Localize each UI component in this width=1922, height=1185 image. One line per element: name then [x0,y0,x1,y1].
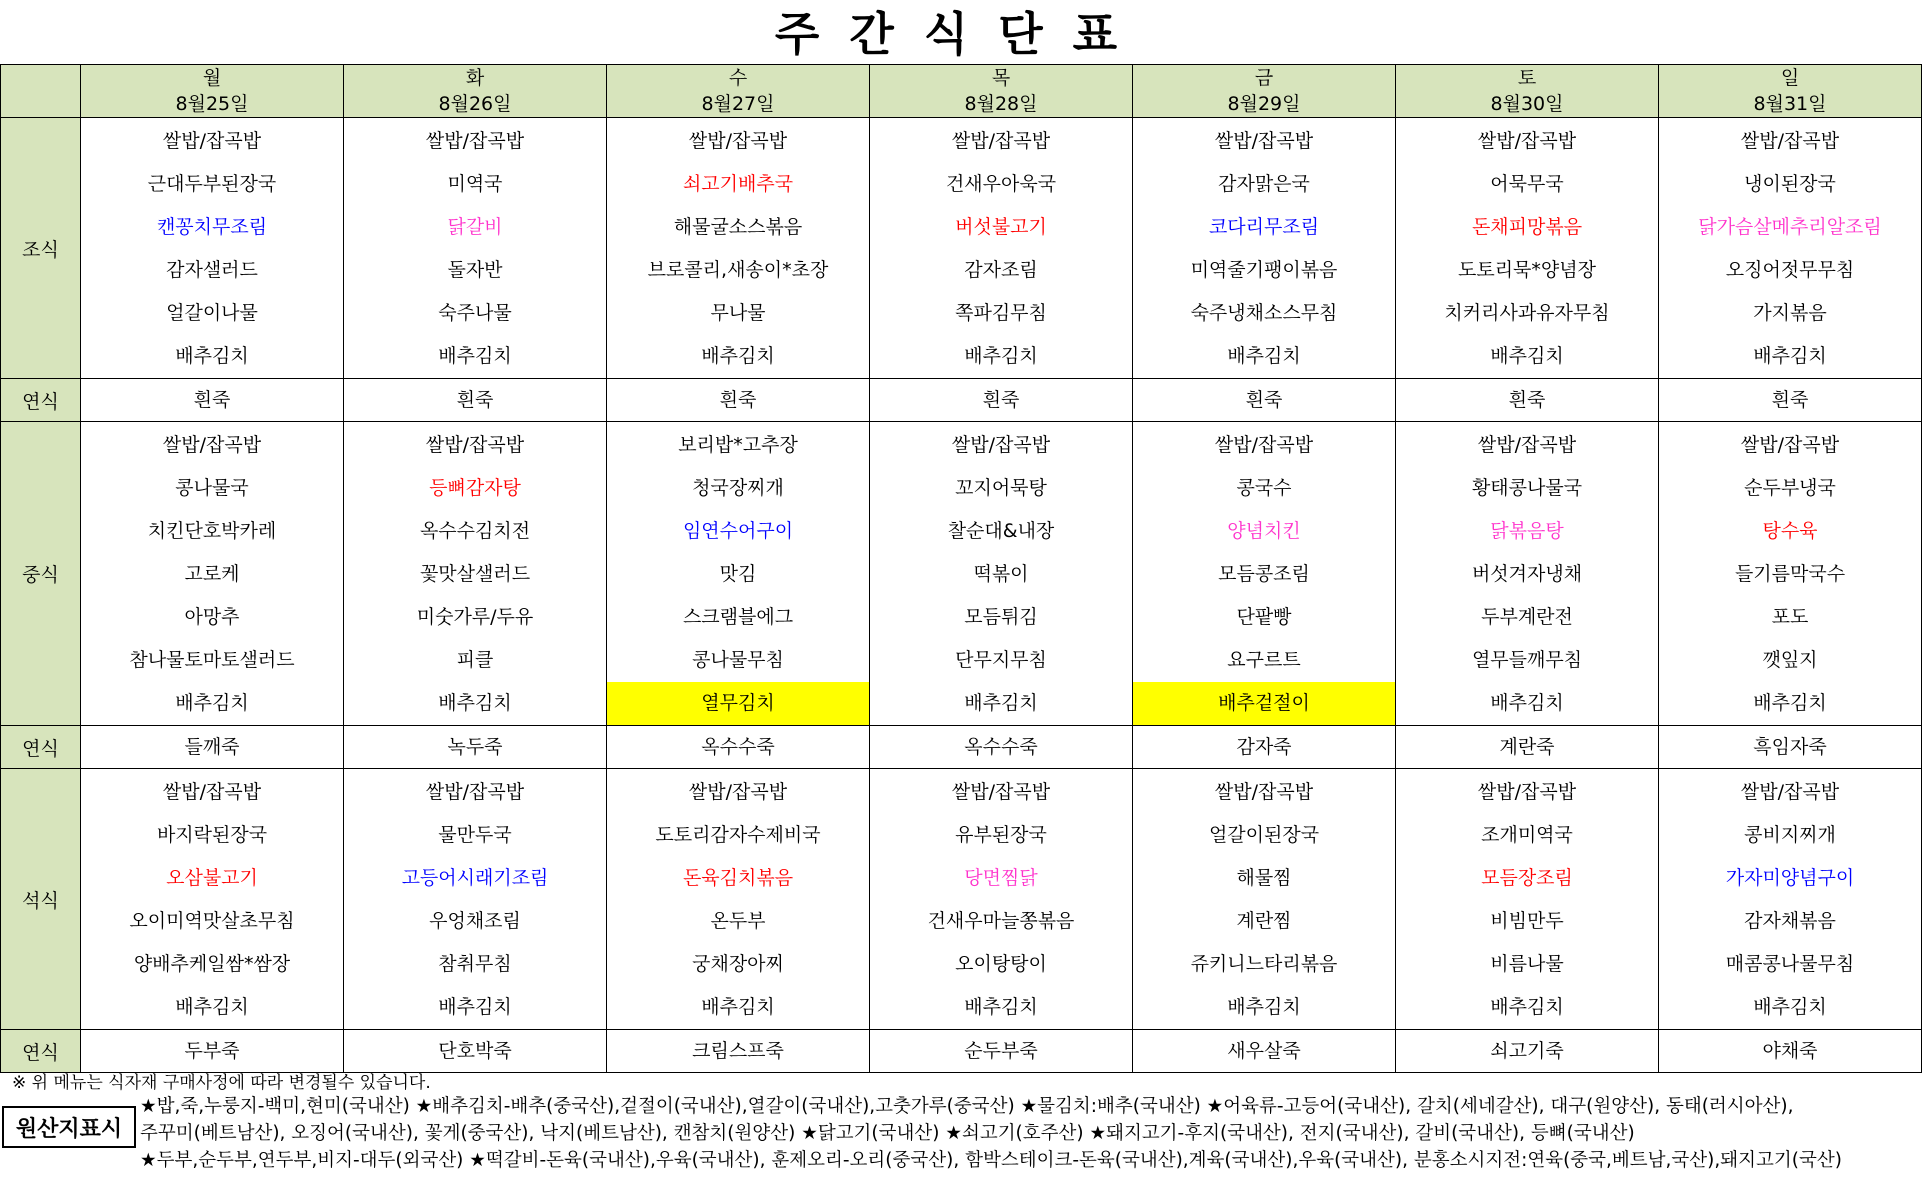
dinner-cell [1133,769,1396,1030]
menu-item: 온두부 [710,910,766,932]
menu-item: 오삼불고기 [166,867,258,889]
page-title: 주간식단표 [774,7,1148,61]
menu-item: 오이탕탕이 [955,953,1047,975]
menu-item: 해물굴소스볶음 [673,216,803,238]
lunch-label: 중식 [1,422,81,726]
menu-item: 쌀밥/잡곡밥 [425,434,525,456]
soft-meal-breakfast-row [1,379,1922,422]
menu-item: 버섯불고기 [955,216,1047,238]
menu-item: 스크램블에그 [682,606,794,628]
menu-item: 쌀밥/잡곡밥 [951,434,1051,456]
menu-item: 배추김치 [1227,345,1301,367]
day-date: 8월29일 [1227,93,1301,115]
dinner-cell [1396,769,1659,1030]
menu-item: 쇠고기배추국 [682,173,794,195]
menu-item: 건새우아욱국 [945,173,1057,195]
menu-item: 배추김치 [701,345,775,367]
menu-item: 닭가슴살메추리알조림 [1698,216,1882,238]
menu-item: 배추김치 [964,996,1038,1018]
menu-item: 어묵무국 [1490,173,1564,195]
header-row [1,65,1922,118]
breakfast-cell [1396,118,1659,379]
menu-item: 배추김치 [175,996,249,1018]
menu-item: 등뼈감자탕 [429,477,521,499]
menu-item: 오징어젓무무침 [1725,259,1855,281]
menu-item: 쌀밥/잡곡밥 [1477,781,1577,803]
menu-item: 쌀밥/잡곡밥 [162,130,262,152]
soft-meal-lunch-cell: 계란죽 [1396,726,1659,769]
menu-item: 고등어시래기조림 [401,867,549,889]
menu-item: 쌀밥/잡곡밥 [688,130,788,152]
menu-item: 배추김치 [701,996,775,1018]
dinner-cell [344,769,607,1030]
menu-item: 감자샐러드 [166,259,258,281]
menu-item: 도토리묵*양념장 [1458,259,1596,281]
menu-item: 보리밥*고추장 [678,434,798,456]
soft-meal-breakfast-label: 연식 [1,379,81,422]
menu-item: 쌀밥/잡곡밥 [951,130,1051,152]
menu-item: 숙주냉채소스무침 [1190,302,1338,324]
menu-item: 코다리무조림 [1208,216,1320,238]
dinner-cell [81,769,344,1030]
breakfast-cell [870,118,1133,379]
lunch-cell [607,422,870,726]
menu-item: 열무들깨무침 [1471,649,1583,671]
soft-meal-breakfast-cell: 흰죽 [1396,379,1659,422]
lunch-cell [1659,422,1922,726]
soft-meal-breakfast-cell: 흰죽 [81,379,344,422]
menu-item: 가자미양념구이 [1725,867,1855,889]
soft-meal-lunch-cell: 옥수수죽 [607,726,870,769]
menu-item: 배추김치 [1753,345,1827,367]
menu-item: 참나물토마토샐러드 [129,649,295,671]
menu-item: 양념치킨 [1227,520,1301,542]
menu-item: 비빔만두 [1490,910,1564,932]
menu-item: 궁채장아찌 [692,953,784,975]
menu-item: 배추김치 [438,996,512,1018]
menu-item: 쌀밥/잡곡밥 [1214,781,1314,803]
day-date: 8월26일 [438,93,512,115]
menu-item: 모듬콩조림 [1218,563,1310,585]
menu-item: 콩나물국 [175,477,249,499]
breakfast-cell [344,118,607,379]
menu-item: 포도 [1771,606,1809,628]
menu-item: 배추김치 [438,692,512,714]
menu-item: 옥수수김치전 [419,520,531,542]
soft-meal-breakfast-cell: 흰죽 [607,379,870,422]
menu-item: 돈채피망볶음 [1471,216,1583,238]
dinner-cell [607,769,870,1030]
soft-meal-lunch-label: 연식 [1,726,81,769]
menu-item: 배추김치 [175,692,249,714]
menu-item: 미역줄기팽이볶음 [1190,259,1338,281]
day-header [1396,65,1659,118]
day-name: 목 [991,67,1011,89]
menu-item: 쌀밥/잡곡밥 [162,434,262,456]
menu-item: 돌자반 [447,259,503,281]
menu-item: 근대두부된장국 [147,173,277,195]
menu-item: 황태콩나물국 [1471,477,1583,499]
day-header [870,65,1133,118]
menu-item: 쌀밥/잡곡밥 [1740,130,1840,152]
origin-line: ★두부,순두부,연두부,비지-대두(외국산) ★떡갈비-돈육(국내산),우육(국내산), 훈제오리-오리(중국산), 함박스테이크-돈육(국내산),계육(국내산),우육(국내산), 분홍소시지전:연육(중국,베트남,국산),돼지고기(국산) [140,1150,1842,1171]
soft-meal-dinner-cell: 새우살죽 [1133,1030,1396,1073]
day-date: 8월27일 [701,93,775,115]
day-header [81,65,344,118]
origin-line: ★밥,죽,누룽지-백미,현미(국내산) ★배추김치-배추(중국산),겉절이(국내산),열갈이(국내산),고춧가루(중국산) ★물김치:배추(국내산) ★어육류-고등어(국내산), 갈치(세네갈산), 대구(원양산), 동태(러시아산), [140,1096,1794,1117]
day-date: 8월30일 [1490,93,1564,115]
lunch-cell [81,422,344,726]
menu-item: 조개미역국 [1481,824,1573,846]
day-name: 토 [1517,67,1537,89]
soft-meal-dinner-cell: 단호박죽 [344,1030,607,1073]
menu-item: 배추김치 [1753,996,1827,1018]
day-date: 8월28일 [964,93,1038,115]
day-header [1133,65,1396,118]
menu-item: 돈육김치볶음 [682,867,794,889]
lunch-row [1,422,1922,726]
menu-item: 꼬지어묵탕 [955,477,1047,499]
breakfast-cell [607,118,870,379]
menu-item: 쥬키니느타리볶음 [1190,953,1338,975]
menu-item: 배추김치 [1490,345,1564,367]
menu-item: 떡볶이 [973,563,1029,585]
menu-item: 쌀밥/잡곡밥 [1740,781,1840,803]
menu-item: 양배추케일쌈*쌈장 [133,953,291,975]
menu-item: 가지볶음 [1753,302,1827,324]
day-name: 화 [465,67,485,89]
menu-item: 쌀밥/잡곡밥 [951,781,1051,803]
menu-item: 피클 [456,649,494,671]
dinner-label: 석식 [1,769,81,1030]
menu-item: 참취무침 [438,953,512,975]
soft-meal-breakfast-cell: 흰죽 [870,379,1133,422]
menu-item: 바지락된장국 [156,824,268,846]
origin-line: 주꾸미(베트남산), 오징어(국내산), 꽃게(중국산), 낙지(베트남산), 캔참치(원양산) ★닭고기(국내산) ★쇠고기(호주산) ★돼지고기-후지(국내산), 전지(국내산), 갈비(국내산), 등뼈(국내산) [140,1123,1635,1144]
menu-item: 매콤콩나물무침 [1725,953,1855,975]
menu-item: 감자채볶음 [1744,910,1836,932]
soft-meal-lunch-cell: 감자죽 [1133,726,1396,769]
menu-item: 배추김치 [1227,996,1301,1018]
breakfast-row [1,118,1922,379]
menu-item: 비름나물 [1490,953,1564,975]
menu-item: 쌀밥/잡곡밥 [425,130,525,152]
breakfast-cell [1659,118,1922,379]
menu-item: 무나물 [710,302,766,324]
menu-item: 임연수어구이 [682,520,794,542]
day-name: 월 [202,67,222,89]
menu-item: 콩비지찌개 [1744,824,1836,846]
menu-item: 배추겉절이 [1133,682,1395,725]
menu-item: 도토리감자수제비국 [655,824,821,846]
soft-meal-lunch-cell: 흑임자죽 [1659,726,1922,769]
dinner-cell [1659,769,1922,1030]
menu-item: 우엉채조림 [429,910,521,932]
soft-meal-breakfast-cell: 흰죽 [1659,379,1922,422]
dinner-cell [870,769,1133,1030]
menu-item: 아망추 [184,606,240,628]
menu-item: 모듬장조림 [1481,867,1573,889]
soft-meal-breakfast-cell: 흰죽 [1133,379,1396,422]
menu-item: 브로콜리,새송이*초장 [647,259,829,281]
menu-item: 배추김치 [175,345,249,367]
menu-item: 쌀밥/잡곡밥 [1214,434,1314,456]
menu-item: 쌀밥/잡곡밥 [1214,130,1314,152]
menu-item: 쌀밥/잡곡밥 [688,781,788,803]
menu-item: 감자맑은국 [1218,173,1310,195]
menu-item: 단무지무침 [955,649,1047,671]
breakfast-cell [1133,118,1396,379]
soft-meal-dinner-cell: 야채죽 [1659,1030,1922,1073]
menu-item: 열무김치 [607,682,869,725]
menu-item: 냉이된장국 [1744,173,1836,195]
menu-item: 배추김치 [438,345,512,367]
menu-item: 맛김 [719,563,757,585]
soft-meal-lunch-row [1,726,1922,769]
menu-item: 쪽파김무침 [955,302,1047,324]
dinner-row [1,769,1922,1030]
weekly-menu-table [0,64,1922,1073]
day-header [1659,65,1922,118]
menu-item: 닭갈비 [447,216,503,238]
change-notice: ※ 위 메뉴는 식자재 구매사정에 따라 변경될수 있습니다. [12,1073,431,1093]
menu-item: 얼갈이된장국 [1208,824,1320,846]
menu-item: 캔꽁치무조림 [156,216,268,238]
menu-item: 미숫가루/두유 [416,606,534,628]
menu-item: 두부계란전 [1481,606,1573,628]
lunch-cell [344,422,607,726]
menu-item: 닭볶음탕 [1490,520,1564,542]
menu-item: 당면찜닭 [964,867,1038,889]
breakfast-cell [81,118,344,379]
menu-item: 쌀밥/잡곡밥 [1477,130,1577,152]
menu-item: 버섯겨자냉채 [1471,563,1583,585]
menu-item: 꽃맛살샐러드 [419,563,531,585]
origin-info [140,1093,1918,1174]
day-name: 금 [1254,67,1274,89]
menu-item: 쌀밥/잡곡밥 [1740,434,1840,456]
breakfast-label: 조식 [1,118,81,379]
soft-meal-lunch-cell: 녹두죽 [344,726,607,769]
menu-item: 치커리사과유자무침 [1444,302,1610,324]
menu-item: 숙주나물 [438,302,512,324]
menu-item: 배추김치 [964,692,1038,714]
menu-item: 해물찜 [1236,867,1292,889]
soft-meal-dinner-label: 연식 [1,1030,81,1073]
lunch-cell [870,422,1133,726]
menu-item: 감자조림 [964,259,1038,281]
day-name: 일 [1780,67,1800,89]
day-header [344,65,607,118]
day-date: 8월25일 [175,93,249,115]
menu-item: 들기름막국수 [1734,563,1846,585]
menu-item: 찰순대&내장 [947,520,1055,542]
origin-label: 원산지표시 [2,1106,136,1148]
menu-item: 배추김치 [964,345,1038,367]
menu-item: 콩나물무침 [692,649,784,671]
menu-item: 계란찜 [1236,910,1292,932]
menu-item: 깻잎지 [1762,649,1818,671]
menu-item: 배추김치 [1753,692,1827,714]
day-date: 8월31일 [1753,93,1827,115]
soft-meal-dinner-cell: 순두부죽 [870,1030,1133,1073]
menu-item: 쌀밥/잡곡밥 [1477,434,1577,456]
menu-item: 콩국수 [1236,477,1292,499]
menu-item: 탕수육 [1762,520,1818,542]
menu-item: 모듬튀김 [964,606,1038,628]
menu-item: 물만두국 [438,824,512,846]
menu-item: 치킨단호박카레 [147,520,277,542]
soft-meal-lunch-cell: 들깨죽 [81,726,344,769]
menu-item: 고로케 [184,563,240,585]
soft-meal-dinner-cell: 크림스프죽 [607,1030,870,1073]
menu-item: 배추김치 [1490,996,1564,1018]
day-name: 수 [728,67,748,89]
menu-item: 요구르트 [1227,649,1301,671]
menu-item: 순두부냉국 [1744,477,1836,499]
soft-meal-lunch-cell: 옥수수죽 [870,726,1133,769]
menu-item: 오이미역맛살초무침 [129,910,295,932]
menu-item: 얼갈이나물 [166,302,258,324]
menu-item: 미역국 [447,173,503,195]
lunch-cell [1396,422,1659,726]
menu-item: 단팥빵 [1236,606,1292,628]
soft-meal-dinner-cell: 두부죽 [81,1030,344,1073]
day-header [607,65,870,118]
menu-item: 배추김치 [1490,692,1564,714]
menu-item: 쌀밥/잡곡밥 [425,781,525,803]
soft-meal-dinner-row [1,1030,1922,1073]
soft-meal-dinner-cell: 쇠고기죽 [1396,1030,1659,1073]
corner-cell [1,65,81,118]
menu-item: 쌀밥/잡곡밥 [162,781,262,803]
lunch-cell [1133,422,1396,726]
menu-item: 청국장찌개 [692,477,784,499]
menu-item: 건새우마늘쫑볶음 [927,910,1075,932]
soft-meal-breakfast-cell: 흰죽 [344,379,607,422]
menu-item: 유부된장국 [955,824,1047,846]
